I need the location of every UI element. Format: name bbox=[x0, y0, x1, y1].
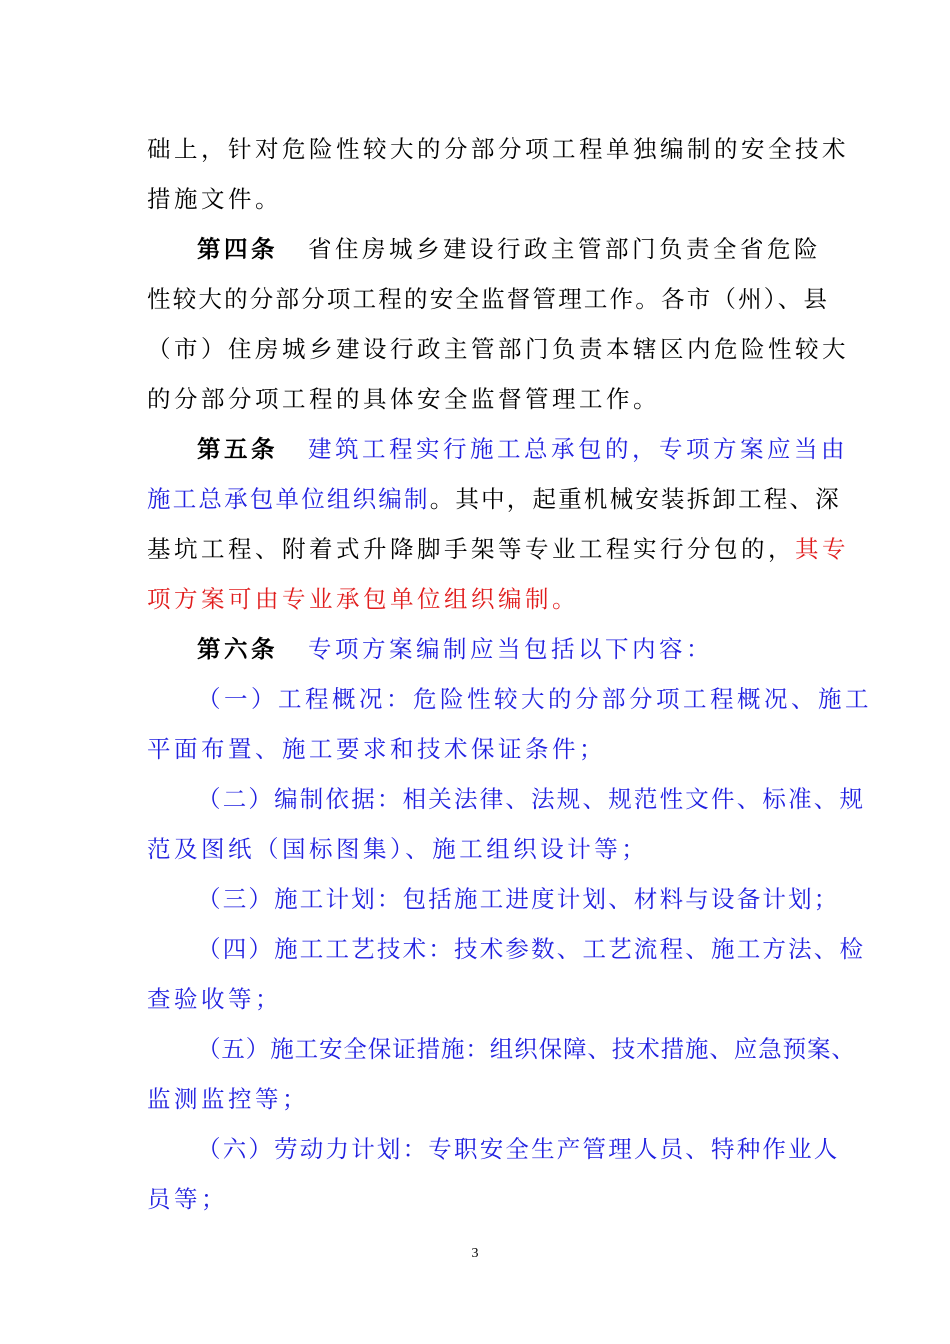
paragraph-line: 础上，针对危险性较大的分部分项工程单独编制的安全技术 bbox=[147, 135, 849, 163]
paragraph-line: 措施文件。 bbox=[147, 185, 282, 213]
paragraph-line: 的分部分项工程的具体安全监督管理工作。 bbox=[147, 385, 660, 413]
article-6-heading: 第六条 bbox=[197, 635, 278, 663]
article-4-line bbox=[197, 229, 821, 269]
highlight-red: 其专 bbox=[795, 535, 849, 563]
paragraph-line: 性较大的分部分项工程的安全监督管理工作。各市（州）、县 bbox=[147, 285, 830, 313]
article-4-text: 省住房城乡建设行政主管部门负责全省危险 bbox=[308, 235, 821, 263]
list-item-continued: 查验收等； bbox=[147, 985, 282, 1013]
page-number: 3 bbox=[471, 1246, 479, 1261]
list-item-continued: 平面布置、施工要求和技术保证条件； bbox=[147, 735, 606, 763]
list-item: （五）施工安全保证措施：组织保障、技术措施、应急预案、 bbox=[197, 1035, 856, 1063]
article-5-line bbox=[197, 429, 848, 469]
list-item-continued: 员等； bbox=[147, 1185, 228, 1213]
plain-text: 。其中，起重机械安装拆卸工程、深 bbox=[429, 485, 841, 513]
paragraph-line: 项方案可由专业承包单位组织编制。 bbox=[147, 585, 579, 613]
article-6-text: 专项方案编制应当包括以下内容： bbox=[308, 635, 713, 663]
paragraph-line bbox=[147, 479, 841, 519]
article-5-text-blue: 建筑工程实行施工总承包的，专项方案应当由 bbox=[308, 435, 848, 463]
article-4-heading: 第四条 bbox=[197, 235, 278, 263]
plain-text: 基坑工程、附着式升降脚手架等专业工程实行分包的， bbox=[147, 535, 795, 563]
highlight-blue: 施工总承包单位组织编制 bbox=[147, 485, 430, 513]
paragraph-line: （市）住房城乡建设行政主管部门负责本辖区内危险性较大 bbox=[147, 335, 849, 363]
list-item: （四）施工工艺技术：技术参数、工艺流程、施工方法、检 bbox=[197, 935, 866, 963]
article-6-line bbox=[197, 629, 807, 669]
list-item: （六）劳动力计划：专职安全生产管理人员、特种作业人 bbox=[197, 1135, 840, 1163]
list-item: （三）施工计划：包括施工进度计划、材料与设备计划； bbox=[197, 885, 840, 913]
list-item-continued: 监测监控等； bbox=[147, 1085, 309, 1113]
paragraph-line bbox=[147, 529, 849, 569]
list-item: （一）工程概况：危险性较大的分部分项工程概况、施工 bbox=[197, 685, 872, 713]
list-item: （二）编制依据：相关法律、法规、规范性文件、标准、规 bbox=[197, 785, 866, 813]
article-5-heading: 第五条 bbox=[197, 435, 278, 463]
list-item-continued: 范及图纸（国标图集）、施工组织设计等； bbox=[147, 835, 649, 863]
